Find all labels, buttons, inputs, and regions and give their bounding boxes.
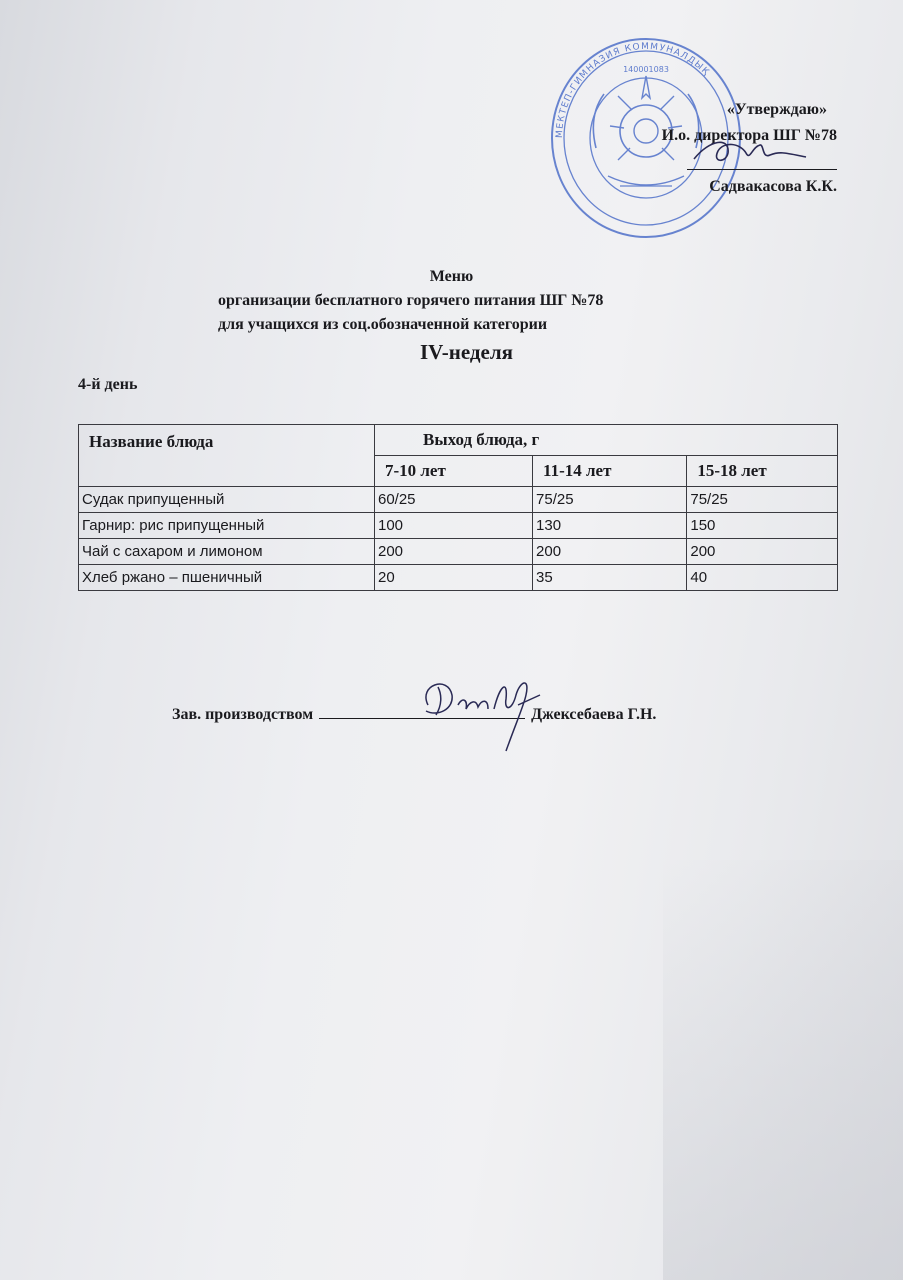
dish-name: Хлеб ржано – пшеничный bbox=[79, 565, 375, 591]
portion-value: 200 bbox=[533, 539, 687, 565]
week-title: IV-неделя bbox=[419, 340, 513, 364]
portion-value: 20 bbox=[374, 565, 532, 591]
manager-role: Зав. производством bbox=[172, 706, 314, 723]
age-group-header: 11-14 лет bbox=[533, 456, 687, 487]
portion-value: 75/25 bbox=[533, 487, 687, 513]
dish-name-header: Название блюда bbox=[79, 425, 375, 487]
portion-value: 200 bbox=[374, 539, 532, 565]
day-label: 4-й день bbox=[78, 376, 138, 393]
table-row bbox=[79, 513, 838, 539]
stamp-ring-text: МЕКТЕП-ГИМНАЗИЯ КОММУНАЛДЫҚ bbox=[554, 41, 712, 139]
age-group-header: 15-18 лет bbox=[687, 456, 838, 487]
menu-table bbox=[78, 424, 838, 591]
paper-shadow bbox=[663, 860, 903, 1280]
portion-value: 150 bbox=[687, 513, 838, 539]
manager-name: Джексебаева Г.Н. bbox=[531, 706, 657, 723]
organization-title: организации бесплатного горячего питания ШГ №78 bbox=[218, 292, 604, 309]
portion-value: 75/25 bbox=[687, 487, 838, 513]
portion-value: 40 bbox=[687, 565, 838, 591]
table-row bbox=[79, 487, 838, 513]
approver-name: Садвакасова К.К. bbox=[709, 178, 837, 195]
output-header: Выход блюда, г bbox=[374, 425, 837, 456]
table-row bbox=[79, 565, 838, 591]
approver-position: И.о. директора ШГ №78 bbox=[661, 127, 837, 144]
portion-value: 200 bbox=[687, 539, 838, 565]
table-row bbox=[79, 539, 838, 565]
portion-value: 130 bbox=[533, 513, 687, 539]
manager-signature bbox=[408, 665, 558, 755]
stamp-id-text: 140001083 bbox=[623, 65, 669, 74]
dish-name: Судак припущенный bbox=[79, 487, 375, 513]
portion-value: 35 bbox=[533, 565, 687, 591]
director-signature bbox=[690, 133, 810, 173]
category-title: для учащихся из соц.обозначенной категории bbox=[218, 316, 548, 333]
approve-label: «Утверждаю» bbox=[726, 101, 827, 118]
table-header-row bbox=[79, 425, 838, 456]
dish-name: Чай с сахаром и лимоном bbox=[79, 539, 375, 565]
age-group-header: 7-10 лет bbox=[374, 456, 532, 487]
menu-title: Меню bbox=[429, 268, 474, 285]
portion-value: 100 bbox=[374, 513, 532, 539]
dish-name: Гарнир: рис припущенный bbox=[79, 513, 375, 539]
portion-value: 60/25 bbox=[374, 487, 532, 513]
